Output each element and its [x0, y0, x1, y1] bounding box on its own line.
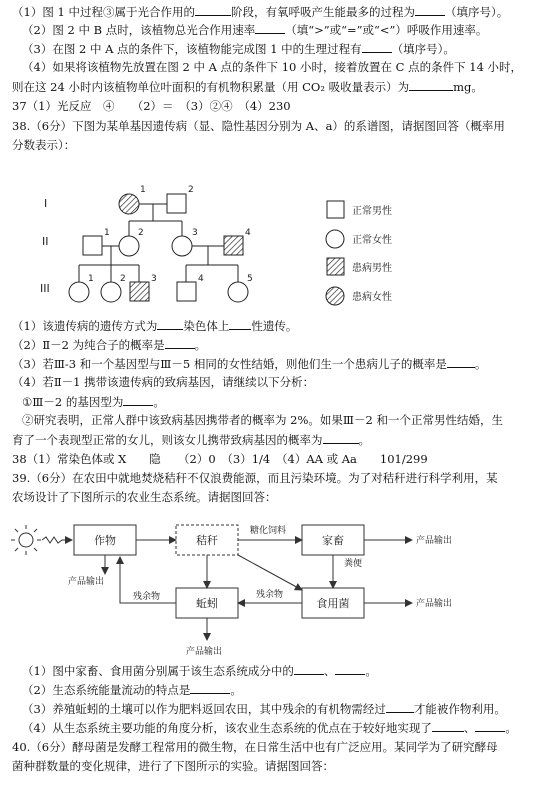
q36-line-1: （1）图 1 中过程③属于光合作用的 阶段，有氧呼吸产生能最多的过程为 （填序号）。: [12, 5, 509, 19]
crop-label: 作物: [94, 534, 116, 547]
q37-answer: 37（1）光反应 ④ （2）＝ （3）②④ （4）230: [12, 99, 291, 113]
individual-number: 5: [247, 274, 253, 284]
q39-intro-1: 39.（6分）在农田中就地焚烧秸秆不仅浪费能源，而且污染环境。为了对秸秆进行科学利用，某: [12, 471, 498, 485]
answer-blank[interactable]: [447, 356, 475, 368]
affected-male: [130, 282, 149, 301]
generation-label: III: [40, 282, 50, 295]
q38-line-1: （1）该遗传病的遗传方式为 染色体上 性遗传。: [12, 319, 298, 333]
manure-label: 粪便: [344, 559, 363, 569]
normal-female: [228, 282, 248, 302]
answer-blank[interactable]: [123, 394, 153, 406]
agro-ecosystem-diagram: [0, 508, 547, 658]
legend-normal-male: 正常男性: [352, 206, 392, 217]
q38-line-6: ②研究表明，正常人群中该致病基因携带者的概率为 2%。如果Ⅲ－2 和一个正常男性结婚，生: [22, 413, 503, 427]
q40-line-1: 40.（6分）酵母菌是发酵工程常用的微生物，在日常生活中也有广泛应用。某同学为了研究酵母: [12, 740, 498, 754]
output-label: 产品输出: [416, 536, 453, 546]
q38-line-5: ①Ⅲ－2 的基因型为 。: [22, 395, 165, 409]
individual-number: 1: [104, 228, 110, 238]
q38-line-4: （4）若Ⅱ－1 携带该遗传病的致病基因，请继续以下分析：: [12, 375, 315, 389]
q38-line-7: 育了一个表现型正常的女儿，则该女儿携带致病基因的概率为 。: [12, 433, 370, 447]
q39-intro-2: 农场设计了下图所示的农业生态系统。请据图回答：: [12, 490, 277, 504]
affected-male: [224, 236, 243, 255]
q38-intro-2: 分数表示）：: [12, 138, 76, 152]
legend-affected-female: 患病女性: [352, 292, 392, 303]
fungus-label: 食用菌: [316, 597, 350, 610]
individual-number: 1: [140, 185, 146, 195]
normal-female: [119, 236, 139, 256]
answer-blank[interactable]: [165, 337, 195, 349]
output-label: 产品输出: [416, 599, 453, 609]
individual-number: 2: [120, 274, 126, 284]
individual-number: 4: [245, 228, 251, 238]
answer-blank[interactable]: [255, 22, 285, 34]
q38-answer: 38（1）常染色体或 X 隐 （2）0 （3）1/4 （4）AA 或 Aa 101/299: [12, 452, 428, 466]
individual-number: 1: [88, 274, 94, 284]
answer-blank[interactable]: [294, 663, 324, 675]
q36-line-2: （2）图 2 中 B 点时，该植物总光合作用速率 （填“>”或“=”或“<”）呼吸作用速率。: [22, 23, 488, 37]
sun-icon: [11, 525, 41, 555]
normal-female: [69, 282, 89, 302]
q40-line-2: 菌种群数量的变化规律，进行了下图所示的实验。请据图回答：: [12, 759, 334, 773]
pedigree-chart: [0, 157, 547, 319]
answer-blank[interactable]: [432, 720, 464, 732]
q39-line-2: （2）生态系统能量流动的特点是 。: [22, 683, 242, 697]
individual-number: 3: [192, 228, 198, 238]
answer-blank[interactable]: [362, 41, 392, 53]
output-label: 产品输出: [186, 647, 223, 657]
q36-line-4: （4）如果将该植物先放置在图 2 中 A 点的条件下 10 小时，接着放置在 C 点的条件下 14 小时，: [22, 60, 523, 74]
legend-affected-female-symbol: [326, 287, 344, 305]
legend-normal-female-symbol: [326, 230, 344, 248]
feed-label: 糖化饲料: [249, 526, 287, 536]
answer-blank[interactable]: [335, 663, 365, 675]
generation-label: II: [42, 235, 49, 248]
normal-female: [172, 236, 192, 256]
straw-label: 秸秆: [196, 534, 218, 547]
normal-female: [101, 282, 121, 302]
residue-label: 残余物: [256, 590, 284, 600]
answer-blank[interactable]: [475, 720, 505, 732]
individual-number: 2: [138, 228, 144, 238]
answer-blank[interactable]: [195, 4, 231, 16]
answer-blank[interactable]: [229, 318, 251, 330]
normal-male: [177, 282, 196, 301]
answer-blank[interactable]: [386, 701, 414, 713]
q39-line-3: （3）养殖蚯蚓的土壤可以作为肥料返回农田，其中残余的有机物需经过 才能被作物利用。: [22, 702, 506, 716]
q36-line-3: （3）在图 2 中 A 点的条件下，该植物能完成图 1 中的生理过程有 （填序号）。: [22, 42, 455, 56]
affected-female: [119, 194, 139, 214]
q39-line-4: （4）从生态系统主要功能的角度分析，该农业生态系统的优点在于较好地实现了 、 。: [22, 721, 517, 735]
generation-label: I: [44, 197, 48, 210]
output-label: 产品输出: [68, 577, 105, 587]
q38-line-3: （3）若Ⅲ-3 和一个基因型与Ⅲ－5 相同的女性结婚，则他们生一个患病儿子的概率是 。: [12, 357, 487, 371]
earthworm-label: 蚯蚓: [196, 597, 218, 610]
individual-number: 3: [151, 274, 157, 284]
answer-blank[interactable]: [409, 79, 453, 91]
legend-normal-male-symbol: [327, 201, 344, 218]
normal-male: [83, 236, 102, 255]
q38-line-2: （2）Ⅱ－2 为纯合子的概率是 。: [12, 338, 207, 352]
q39-line-1: （1）图中家畜、食用菌分别属于该生态系统成分中的 、 。: [22, 664, 377, 678]
q36-line-5: 则在这 24 小时内该植物单位叶面积的有机物积累量（用 CO₂ 吸收量表示）为 mg。: [12, 80, 483, 94]
q38-intro-1: 38.（6分）下图为某单基因遗传病（显、隐性基因分别为 A、a）的系谱图，请据图回答（概率用: [12, 119, 505, 133]
normal-male: [167, 194, 186, 213]
legend-normal-female: 正常女性: [352, 235, 392, 246]
answer-blank[interactable]: [190, 682, 230, 694]
individual-number: 4: [198, 274, 204, 284]
legend-affected-male: 患病男性: [352, 263, 392, 274]
livestock-label: 家畜: [322, 534, 344, 547]
answer-blank[interactable]: [415, 4, 445, 16]
answer-blank[interactable]: [157, 318, 183, 330]
answer-blank[interactable]: [323, 432, 359, 444]
residue-label: 残余物: [133, 592, 161, 602]
individual-number: 2: [188, 185, 194, 195]
legend-affected-male-symbol: [327, 258, 344, 275]
